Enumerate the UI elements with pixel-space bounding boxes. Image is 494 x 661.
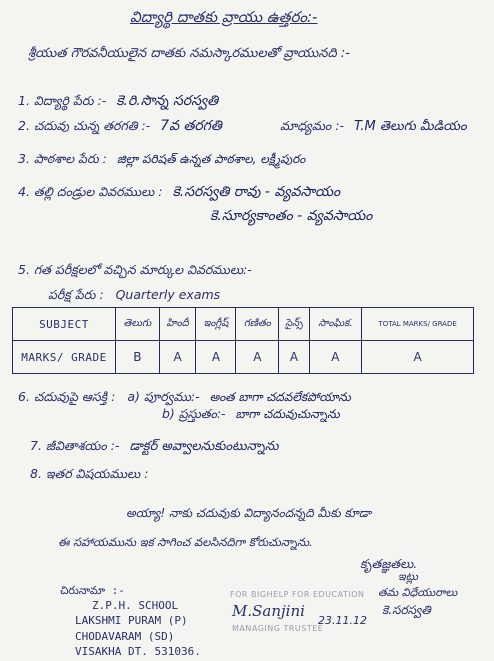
address-line: CHODAVARAM (SD) — [75, 630, 175, 643]
table-row — [13, 341, 474, 374]
signature: M.Sanjini — [232, 602, 305, 620]
exam-name — [48, 287, 220, 306]
closing-line-2: ఈ సహాయమును ఇక సాగించ వలసినదిగా కోరుచున్నాను. — [58, 535, 313, 549]
table-header-cell: ఇంగ్లీష్ — [196, 308, 236, 341]
field-label: మాధ్యమం :- — [280, 118, 344, 133]
section-6-b-value: బాగా చదువుచున్నాను — [235, 407, 340, 421]
table-cell: A — [159, 341, 196, 374]
exam-value: Quarterly exams — [115, 287, 221, 302]
table-row-label: MARKS/ GRADE — [13, 341, 116, 374]
table-header-cell: తెలుగు — [116, 308, 160, 341]
closing-thanks: కృతజ్ఞతలు. — [360, 556, 418, 571]
field-class — [18, 118, 222, 137]
table-cell: B — [116, 341, 160, 374]
field-parents-mother — [204, 208, 372, 227]
marks-table — [12, 307, 474, 374]
section-6-b-label: b) ప్రస్తుతం:- — [162, 406, 226, 421]
section-6-a-label: a) పూర్వము:- — [127, 389, 200, 404]
field-value: జిల్లా పరిషత్ ఉన్నత పాఠశాల, లక్ష్మీపురం — [116, 152, 306, 166]
field-value: 7వ తరగతి — [160, 118, 222, 134]
table-header-row — [13, 308, 474, 341]
section-8-label: 8. ఇతర విషయములు : — [30, 466, 149, 481]
sign-off-line: తమ విధేయురాలు — [378, 586, 458, 599]
section-5-label: 5. గత పరీక్షలలో వచ్చిన మార్కుల వివరములు:- — [18, 262, 252, 277]
field-label: 4. తల్లి దండ్రుల వివరములు : — [18, 184, 163, 199]
table-cell: A — [236, 341, 279, 374]
section-7-label: 7. జీవితాశయం :- — [30, 438, 120, 453]
field-school — [18, 151, 305, 170]
field-student-name — [18, 93, 218, 112]
sign-off-line: ఇట్లు — [398, 570, 418, 583]
section-6-label: 6. చదువుపై ఆసక్తి : — [18, 389, 116, 404]
table-header-cell: సాంఘిక. — [309, 308, 362, 341]
address-line: LAKSHMI PURAM (P) — [75, 614, 188, 627]
section-7-value: డాక్టర్ అవ్వాలనుకుంటున్నాను — [129, 439, 279, 454]
field-value: కె.సరస్వతి రావు - వ్యవసాయం — [172, 184, 341, 200]
exam-label: పరీక్ష పేరు : — [48, 287, 104, 302]
field-parents — [18, 184, 340, 203]
closing-line-1: అయ్యా! నాకు చదువుకు విద్యానందన్నది మీకు కూడా — [126, 506, 371, 520]
table-header-cell: గణితం — [236, 308, 279, 341]
field-medium — [280, 118, 467, 137]
address-line: VISAKHA DT. 531036. — [75, 645, 201, 658]
date: 23.11.12 — [318, 614, 367, 627]
letter-title: విద్యార్థి దాతకు వ్రాయు ఉత్తరం:- — [130, 8, 318, 26]
table-cell: A — [362, 341, 474, 374]
table-cell: A — [279, 341, 309, 374]
stamp-text: FOR BIGHELP FOR EDUCATION — [230, 590, 365, 599]
field-value: కె.సూర్యకాంతం - వ్యవసాయం — [210, 208, 373, 224]
table-cell: A — [196, 341, 236, 374]
field-label: 3. పాఠశాల పేరు : — [18, 151, 107, 166]
table-header-cell: హిందీ — [159, 308, 196, 341]
sign-off-name: కె.సరస్వతి — [382, 603, 431, 617]
table-cell: A — [309, 341, 362, 374]
field-value: కె.రి.సొన్న సరస్వతి — [116, 93, 219, 109]
section-6-a-value: అంత బాగా చదవలేకపోయాను — [209, 390, 351, 404]
table-header-cell: సైన్స్ — [279, 308, 309, 341]
address-line: Z.P.H. SCHOOL — [92, 599, 179, 612]
salutation: శ్రీయుత గౌరవనీయులైన దాతకు నమస్కారములతో వ్రాయునది :- — [28, 46, 350, 61]
table-header-cell: SUBJECT — [13, 308, 116, 341]
table-header-cell: TOTAL MARKS/ GRADE — [362, 308, 474, 341]
field-label: 1. విద్యార్థి పేరు :- — [18, 93, 107, 108]
section-6-b — [162, 406, 340, 425]
address-heading: చిరునామా :- — [60, 584, 125, 597]
section-7 — [30, 438, 279, 457]
managing-trustee: MANAGING TRUSTEE — [232, 624, 324, 633]
field-value: T.M తెలుగు మీడియం — [353, 119, 467, 134]
field-label: 2. చదువు చున్న తరగతి :- — [18, 118, 151, 133]
